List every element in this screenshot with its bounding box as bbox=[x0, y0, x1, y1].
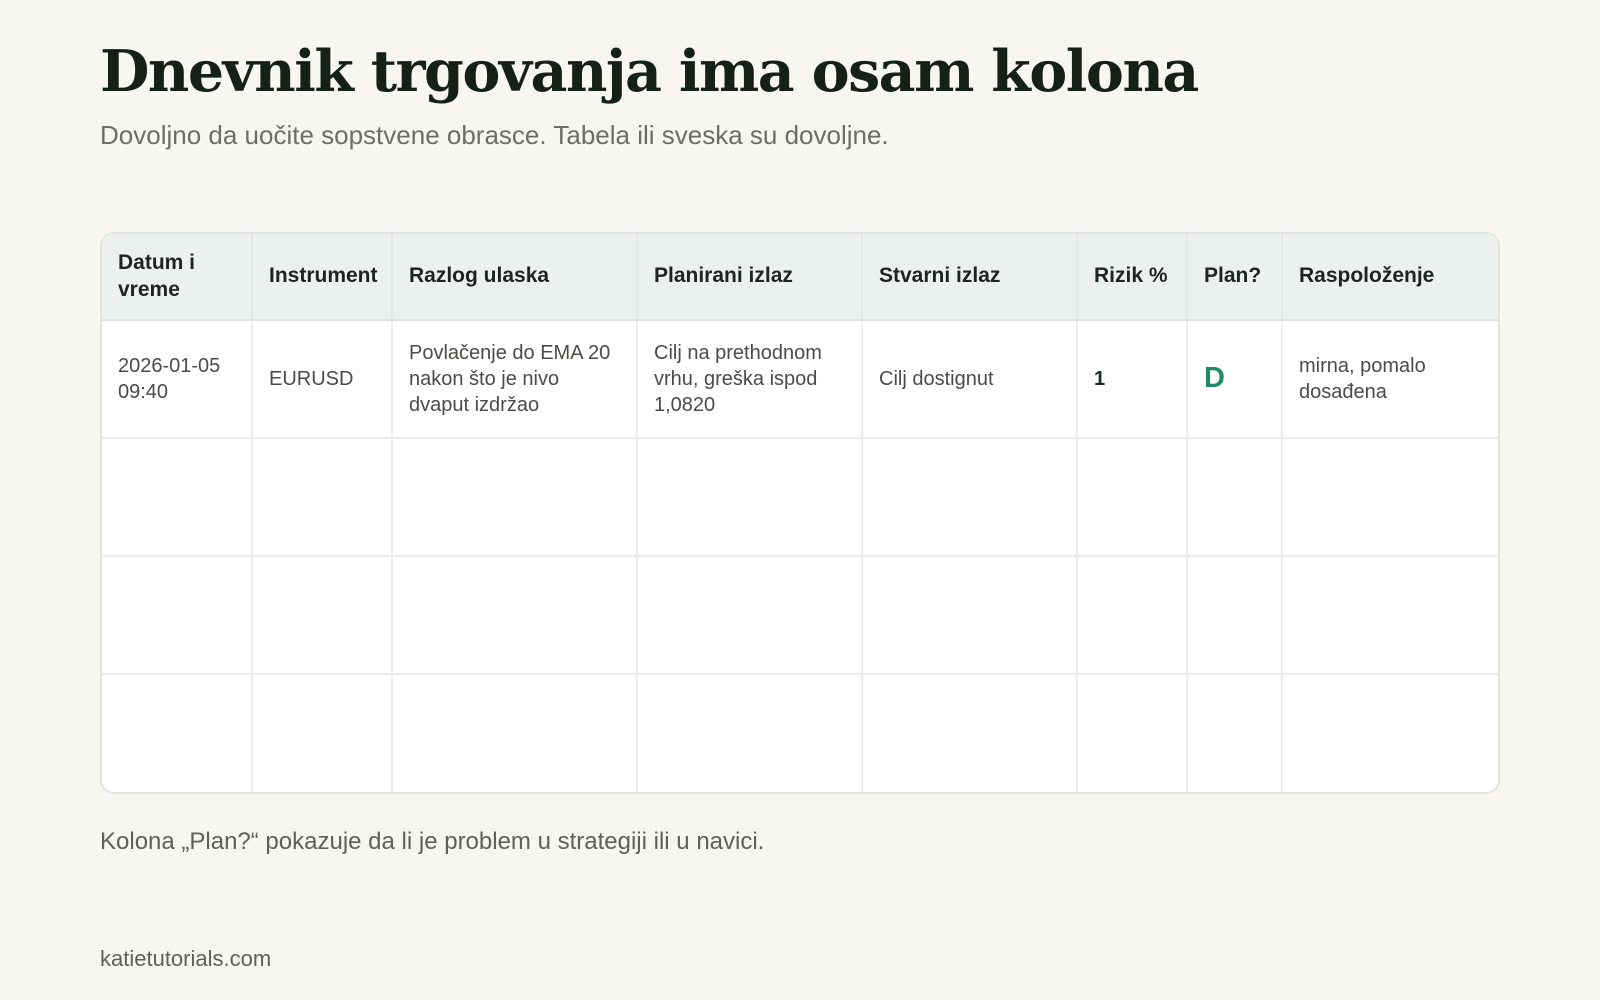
empty-cell bbox=[392, 438, 637, 556]
empty-cell bbox=[252, 674, 392, 792]
page-subtitle: Dovoljno da uočite sopstvene obrasce. Tabela ili sveska su dovoljne. bbox=[100, 120, 889, 150]
table-header-row bbox=[102, 234, 1500, 320]
cell-entry-reason: Povlačenje do EMA 20 nakon što je nivo dvaput izdržao bbox=[392, 320, 637, 438]
cell-planned-exit: Cilj na prethodnom vrhu, greška ispod 1,0820 bbox=[637, 320, 862, 438]
empty-table-row bbox=[102, 674, 1500, 792]
empty-table-row bbox=[102, 438, 1500, 556]
page-title: Dnevnik trgovanja ima osam kolona bbox=[100, 38, 1198, 105]
empty-cell bbox=[862, 674, 1077, 792]
column-header-datetime: Datum i vreme bbox=[102, 234, 252, 320]
column-header-plan: Plan? bbox=[1187, 234, 1282, 320]
cell-risk: 1 bbox=[1077, 320, 1187, 438]
table-row bbox=[102, 320, 1500, 438]
column-header-risk: Rizik % bbox=[1077, 234, 1187, 320]
empty-cell bbox=[1077, 556, 1187, 674]
empty-cell bbox=[1187, 438, 1282, 556]
empty-cell bbox=[392, 674, 637, 792]
empty-cell bbox=[1077, 438, 1187, 556]
empty-cell bbox=[102, 556, 252, 674]
footnote: Kolona „Plan?“ pokazuje da li je problem u strategiji ili u navici. bbox=[100, 828, 765, 855]
empty-cell bbox=[637, 674, 862, 792]
cell-mood: mirna, pomalo dosađena bbox=[1282, 320, 1500, 438]
cell-actual-exit: Cilj dostignut bbox=[862, 320, 1077, 438]
column-header-planned-exit: Planirani izlaz bbox=[637, 234, 862, 320]
empty-cell bbox=[1282, 438, 1500, 556]
empty-cell bbox=[862, 556, 1077, 674]
empty-cell bbox=[1282, 556, 1500, 674]
empty-cell bbox=[1187, 674, 1282, 792]
empty-cell bbox=[252, 556, 392, 674]
empty-cell bbox=[1077, 674, 1187, 792]
column-header-entry-reason: Razlog ulaska bbox=[392, 234, 637, 320]
column-header-actual-exit: Stvarni izlaz bbox=[862, 234, 1077, 320]
cell-datetime: 2026-01-05 09:40 bbox=[102, 320, 252, 438]
empty-cell bbox=[252, 438, 392, 556]
site-footer: katietutorials.com bbox=[100, 946, 272, 971]
empty-cell bbox=[637, 556, 862, 674]
column-header-instrument: Instrument bbox=[252, 234, 392, 320]
empty-cell bbox=[1187, 556, 1282, 674]
empty-cell bbox=[637, 438, 862, 556]
empty-cell bbox=[102, 674, 252, 792]
empty-cell bbox=[392, 556, 637, 674]
column-header-mood: Raspoloženje bbox=[1282, 234, 1500, 320]
empty-cell bbox=[1282, 674, 1500, 792]
trading-journal-table bbox=[100, 232, 1500, 794]
cell-plan: D bbox=[1187, 320, 1282, 438]
empty-table-row bbox=[102, 556, 1500, 674]
cell-instrument: EURUSD bbox=[252, 320, 392, 438]
empty-cell bbox=[102, 438, 252, 556]
empty-cell bbox=[862, 438, 1077, 556]
